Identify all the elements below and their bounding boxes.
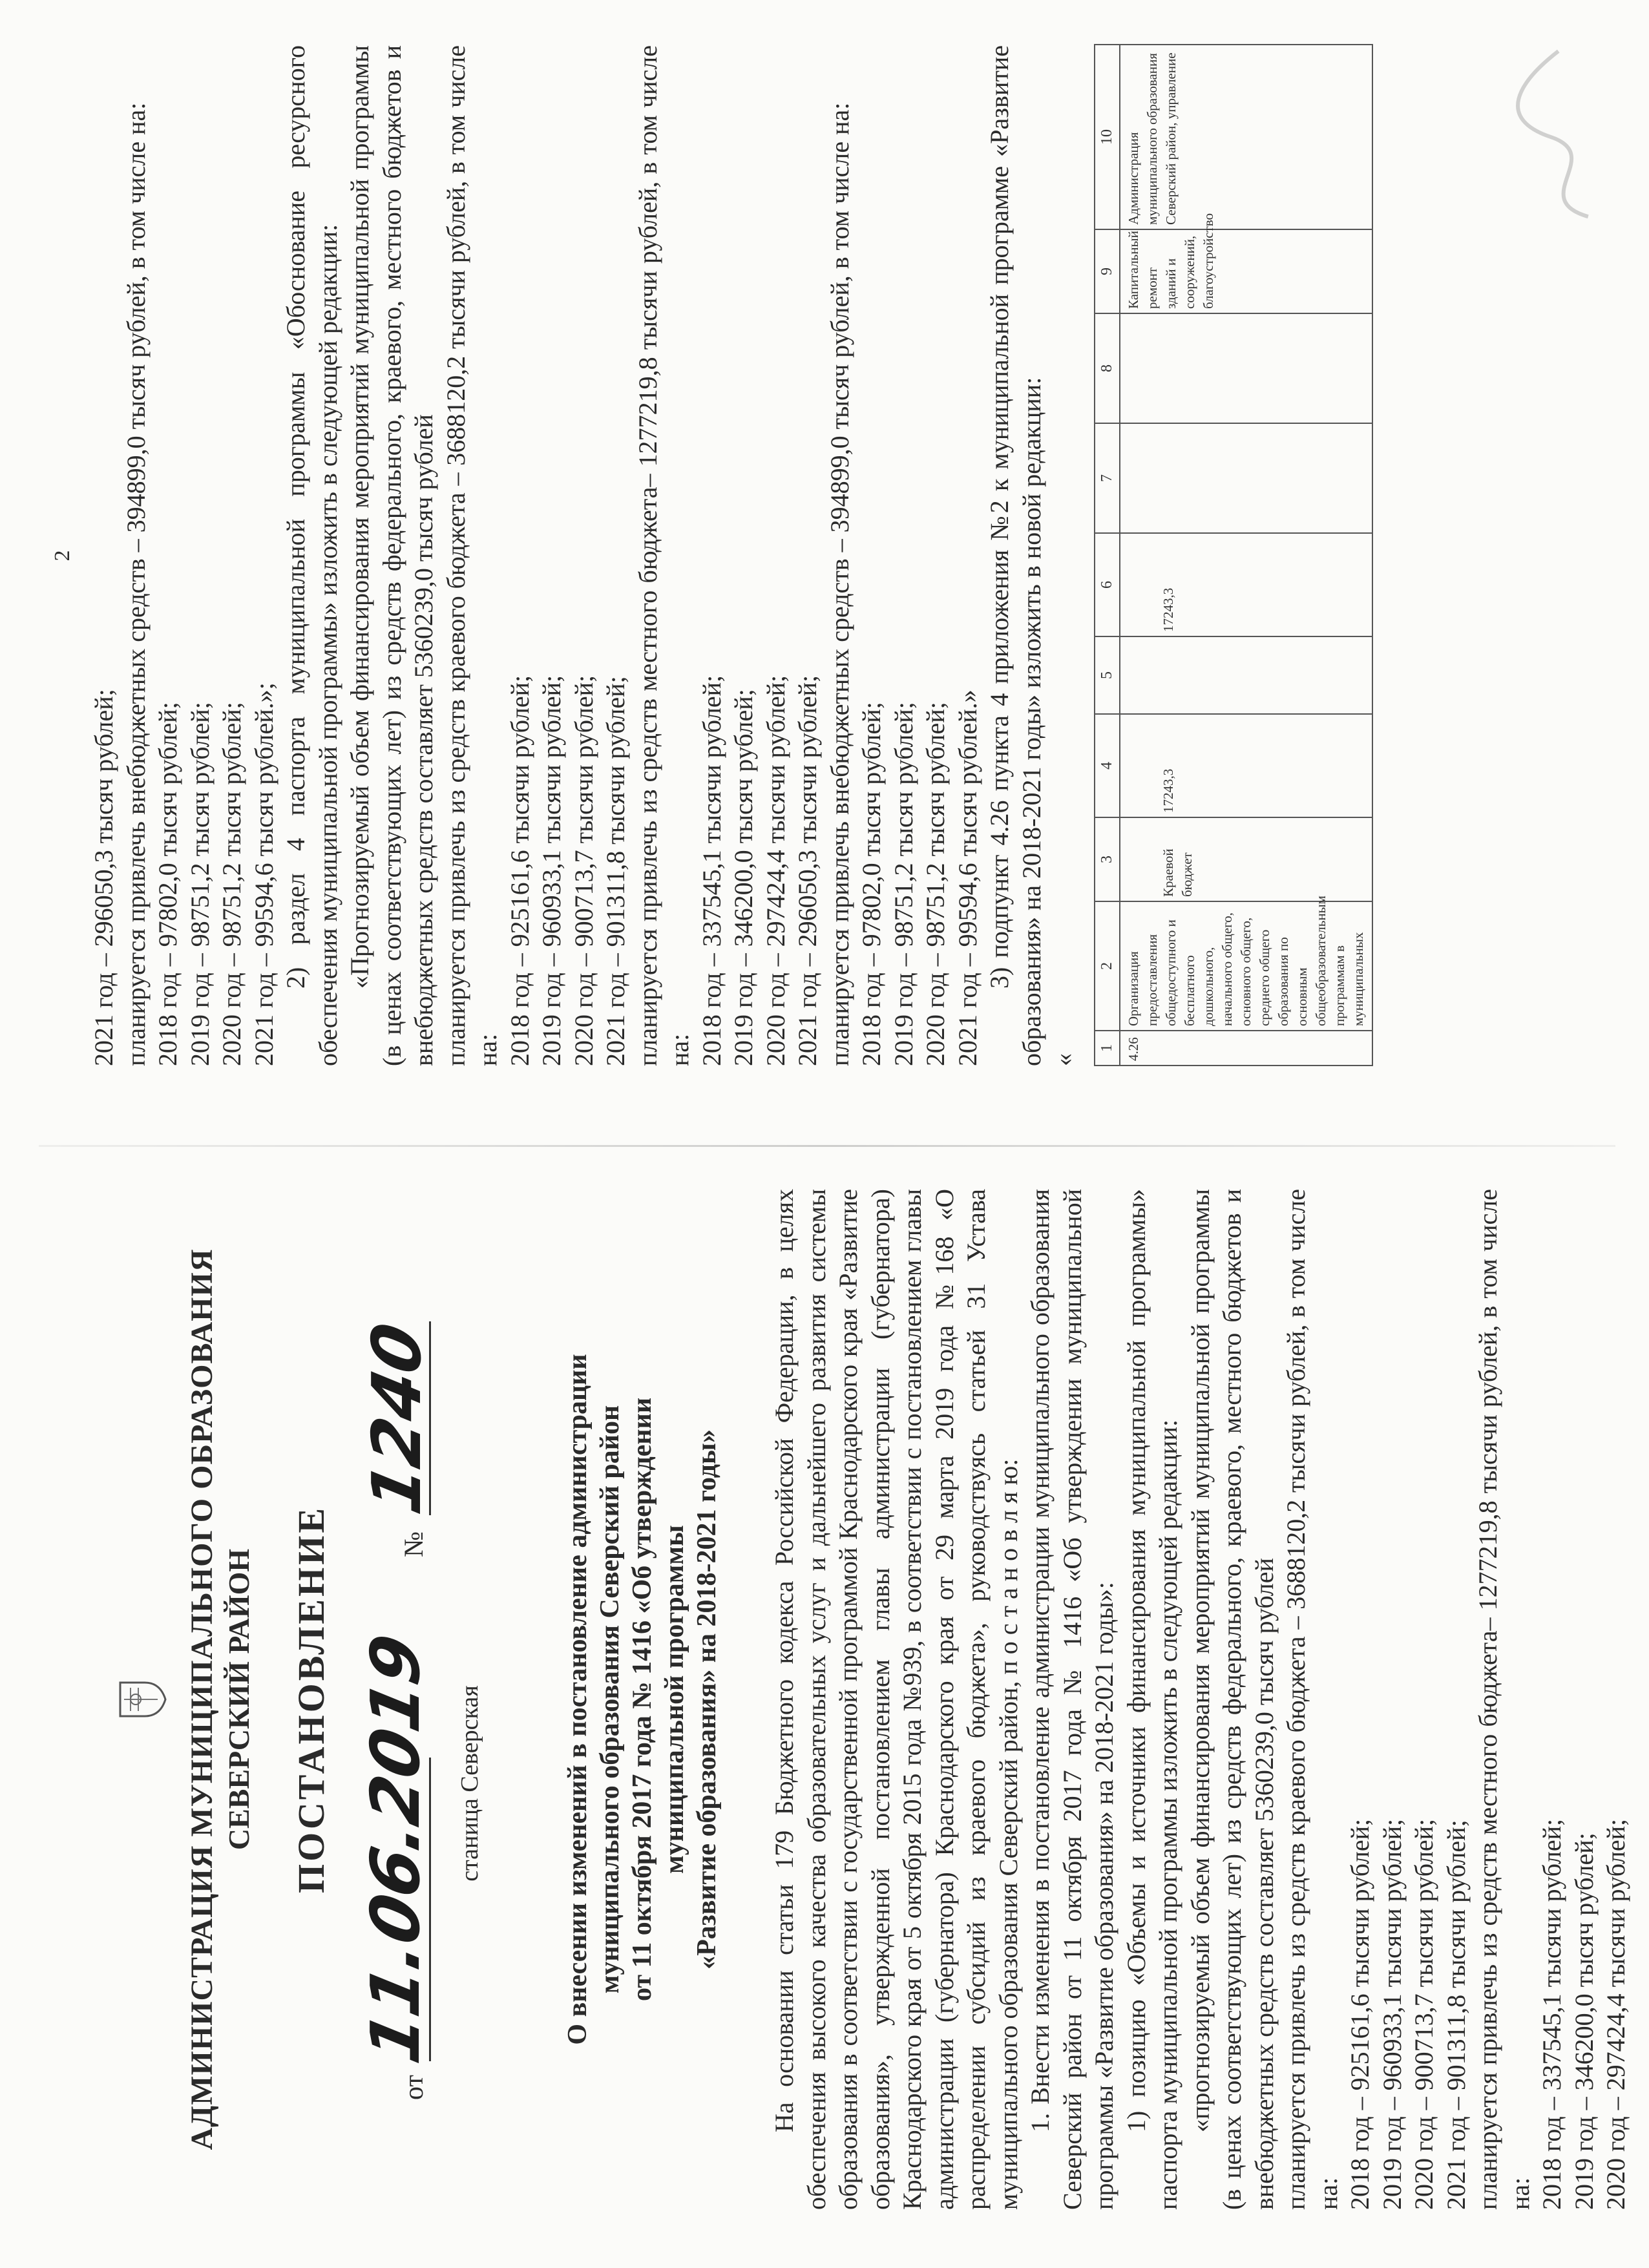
paragraph: 1) позицию «Объемы и источники финансирования муниципальной программы» паспорта муниципальной программы изложить в следующей редакции:	[1121, 1189, 1182, 2210]
paragraph: 2) раздел 4 паспорта муниципальной программы «Обоснование ресурсного обеспечения муниципальной программы» изложить в следующей редакции:	[281, 45, 342, 1066]
page-number: 2	[50, 550, 74, 562]
paragraph: 2021 год – 901311,8 тысячи рублей;	[601, 676, 630, 1066]
paragraph: планируется привлечь из средств краевого бюджета – 3688120,2 тысячи рублей, в том числе на:	[1281, 1189, 1343, 2210]
table-cell-number: 4.26	[1120, 1031, 1372, 1066]
paragraph: 2018 год – 97802,0 тысяч рублей;	[857, 702, 886, 1066]
table-cell-2021	[1120, 313, 1372, 423]
paragraph: 2020 год – 98751,2 тысяч рублей;	[217, 702, 246, 1066]
paragraph: 3) подпункт 4.26 пункта 4 приложения №2 к муниципальной программе «Развитие образования» на 2018-2021 годы» изложить в новой редакции:	[985, 45, 1046, 1066]
paragraph: планируется привлечь внебюджетных средств – 394899,0 тысяч рублей, в том числе на:	[121, 102, 151, 1066]
faint-handwritten-mark	[1486, 31, 1635, 240]
table-header-cell: 8	[1095, 313, 1120, 423]
paragraph: 2019 год – 98751,2 тысяч рублей;	[185, 702, 215, 1066]
table-cell-2020	[1120, 423, 1372, 533]
paragraph: 2020 год – 297424,4 тысячи рублей;	[1601, 1818, 1630, 2210]
handwritten-number: 1240	[357, 1316, 436, 1520]
paragraph: 2020 год – 900713,7 тысячи рублей;	[569, 675, 598, 1066]
paragraph: 2019 год – 960933,1 тысячи рублей;	[537, 675, 566, 1066]
place-of-issue: станица Северская	[456, 1685, 483, 1882]
page-1-body	[768, 1189, 1632, 2210]
paragraph: 2019 год – 960933,1 тысячи рублей;	[1377, 1818, 1407, 2210]
table-header-row	[1095, 45, 1120, 1066]
table-header-cell: 3	[1095, 817, 1120, 901]
paragraph: 2020 год – 297424,4 тысячи рублей;	[761, 675, 790, 1066]
paragraph: 2018 год – 925161,6 тысячи рублей;	[505, 675, 534, 1066]
table-header-cell: 9	[1095, 229, 1120, 313]
number-prefix: №	[399, 1531, 429, 1557]
date-prefix: от	[399, 2075, 429, 2100]
paragraph: планируется привлечь из средств краевого бюджета – 3688120,2 тысячи рублей, в том числе на:	[441, 45, 502, 1066]
page-fold-divider	[39, 1145, 1615, 1147]
paragraph: 2021 год – 296050,3 тысяч рублей;	[89, 689, 118, 1066]
number-underline	[429, 1321, 431, 1515]
table-cell-2018	[1120, 636, 1372, 714]
paragraph: 2021 год – 99594,6 тысяч рублей.»;	[249, 682, 278, 1066]
paragraph: 2021 год – 99594,6 тысяч рублей.»	[952, 689, 982, 1066]
paragraph: 2018 год – 925161,6 тысячи рублей;	[1345, 1818, 1374, 2210]
paragraph: 2018 год – 337545,1 тысячи рублей;	[697, 675, 726, 1066]
page-2	[39, 45, 1373, 1066]
document-title	[562, 1247, 723, 2152]
title-line: от 11 октября 2017 года № 1416 «Об утверждении	[627, 1397, 657, 2002]
org-name-line1: АДМИНИСТРАЦИЯ МУНИЦИПАЛЬНОГО ОБРАЗОВАНИЯ	[185, 1248, 219, 2150]
paragraph: На основании статьи 179 Бюджетного кодекса Российской Федерации, в целях обеспечения высокого качества образовательных услуг и дальнейшего развития системы образования в соответствии с государственной программой Краснодарского края «Развитие образования», утвержденной постановлением главы администрации (губернатора) Краснодарского края от 5 октября 2015 года №939, в соответствии с постановлением главы администрации (губернатора) Краснодарского края от 29 марта 2019 года №168 «О распределении субсидий из краевого бюджета», руководствуясь статьей 31 Устава муниципального образования Северский район, п о с т а н о в л я ю:	[770, 1189, 1023, 2210]
paragraph: «Прогнозируемый объем финансирования мероприятий муниципальной программы (в ценах соответствующих лет) из средств федерального, краевого, местного бюджетов и внебюджетных средств составляет 5360239,0 тысяч рублей	[345, 45, 438, 1066]
title-line: «Развитие образования» на 2018-2021 годы»	[692, 1429, 722, 1969]
paragraph: 2018 год – 97802,0 тысяч рублей;	[153, 702, 182, 1066]
page-2-body	[88, 45, 1080, 1066]
table-header-cell: 7	[1095, 423, 1120, 533]
paragraph: 1. Внести изменения в постановление администрации муниципального образования Северский район от 11 октября 2017 года № 1416 «Об утверждении муниципальной программы «Развитие образования» на 2018-2021 годы»:	[1025, 1189, 1119, 2210]
org-name-line2: СЕВЕРСКИЙ РАЙОН	[222, 1548, 255, 1851]
title-line: О внесении изменений в постановление администрации	[563, 1354, 593, 2045]
paragraph: планируется привлечь из средств местного бюджета– 1277219,8 тысячи рублей, в том числе на:	[1473, 1189, 1535, 2210]
paragraph: «	[1049, 1053, 1078, 1066]
document-type: ПОСТАНОВЛЕНИЕ	[290, 1505, 332, 1894]
coat-of-arms-emblem	[116, 1679, 168, 1720]
table-cell-executor: Администрация муниципального образования Северский район, управление	[1120, 45, 1372, 229]
table-cell-2019: 17243,3	[1120, 533, 1372, 636]
page-1	[39, 1189, 1632, 2210]
table-header-cell: 4	[1095, 714, 1120, 817]
table-cell-total: 17243,3	[1120, 714, 1372, 817]
table-header-cell: 6	[1095, 533, 1120, 636]
table-cell-source: Краевой бюджет	[1120, 817, 1372, 901]
table-cell-measure-name: Организация предоставления общедоступного и бесплатного дошкольного, начального общего, основного общего, среднего общего образования по основным общеобразовательным программам в муниципальных	[1120, 901, 1372, 1031]
date-number-row	[339, 1189, 449, 2210]
table-header-cell: 1	[1095, 1031, 1120, 1066]
title-line: муниципального образования Северский район	[595, 1405, 625, 1994]
title-line: муниципальной программы	[660, 1525, 689, 1874]
table-header-cell: 10	[1095, 45, 1120, 229]
table-cell-result: Капитальный ремонт зданий и сооружений, благоустройство	[1120, 229, 1372, 313]
paragraph: планируется привлечь из средств местного бюджета– 1277219,8 тысячи рублей, в том числе на:	[633, 45, 694, 1066]
paragraph: 2019 год – 346200,0 тысяч рублей;	[729, 689, 758, 1066]
paragraph: 2019 год – 98751,2 тысяч рублей;	[888, 702, 918, 1066]
paragraph: 2021 год – 296050,3 тысячи рублей;	[793, 675, 822, 1066]
date-underline	[429, 1758, 431, 2061]
paragraph: 2020 год – 98751,2 тысяч рублей;	[921, 702, 950, 1066]
paragraph: 2021 год – 901311,8 тысячи рублей;	[1441, 1820, 1471, 2210]
table-header-cell: 5	[1095, 636, 1120, 714]
table-row	[1120, 45, 1372, 1066]
paragraph: планируется привлечь внебюджетных средств – 394899,0 тысяч рублей, в том числе на:	[824, 102, 854, 1066]
paragraph: 2018 год – 337545,1 тысячи рублей;	[1537, 1818, 1566, 2210]
program-measures-table	[1094, 44, 1373, 1066]
paragraph: 2019 год – 346200,0 тысяч рублей;	[1569, 1832, 1599, 2210]
paragraph: «прогнозируемый объем финансирования мероприятий муниципальной программы (в ценах соответствующих лет) из средств федерального, краевого, местного бюджетов и внебюджетных средств составляет 5360239,0 тысяч рублей	[1185, 1189, 1279, 2210]
paragraph: 2020 год – 900713,7 тысячи рублей;	[1409, 1818, 1438, 2210]
table-header-cell: 2	[1095, 901, 1120, 1031]
handwritten-date: 11.06.2019	[356, 1628, 435, 2070]
